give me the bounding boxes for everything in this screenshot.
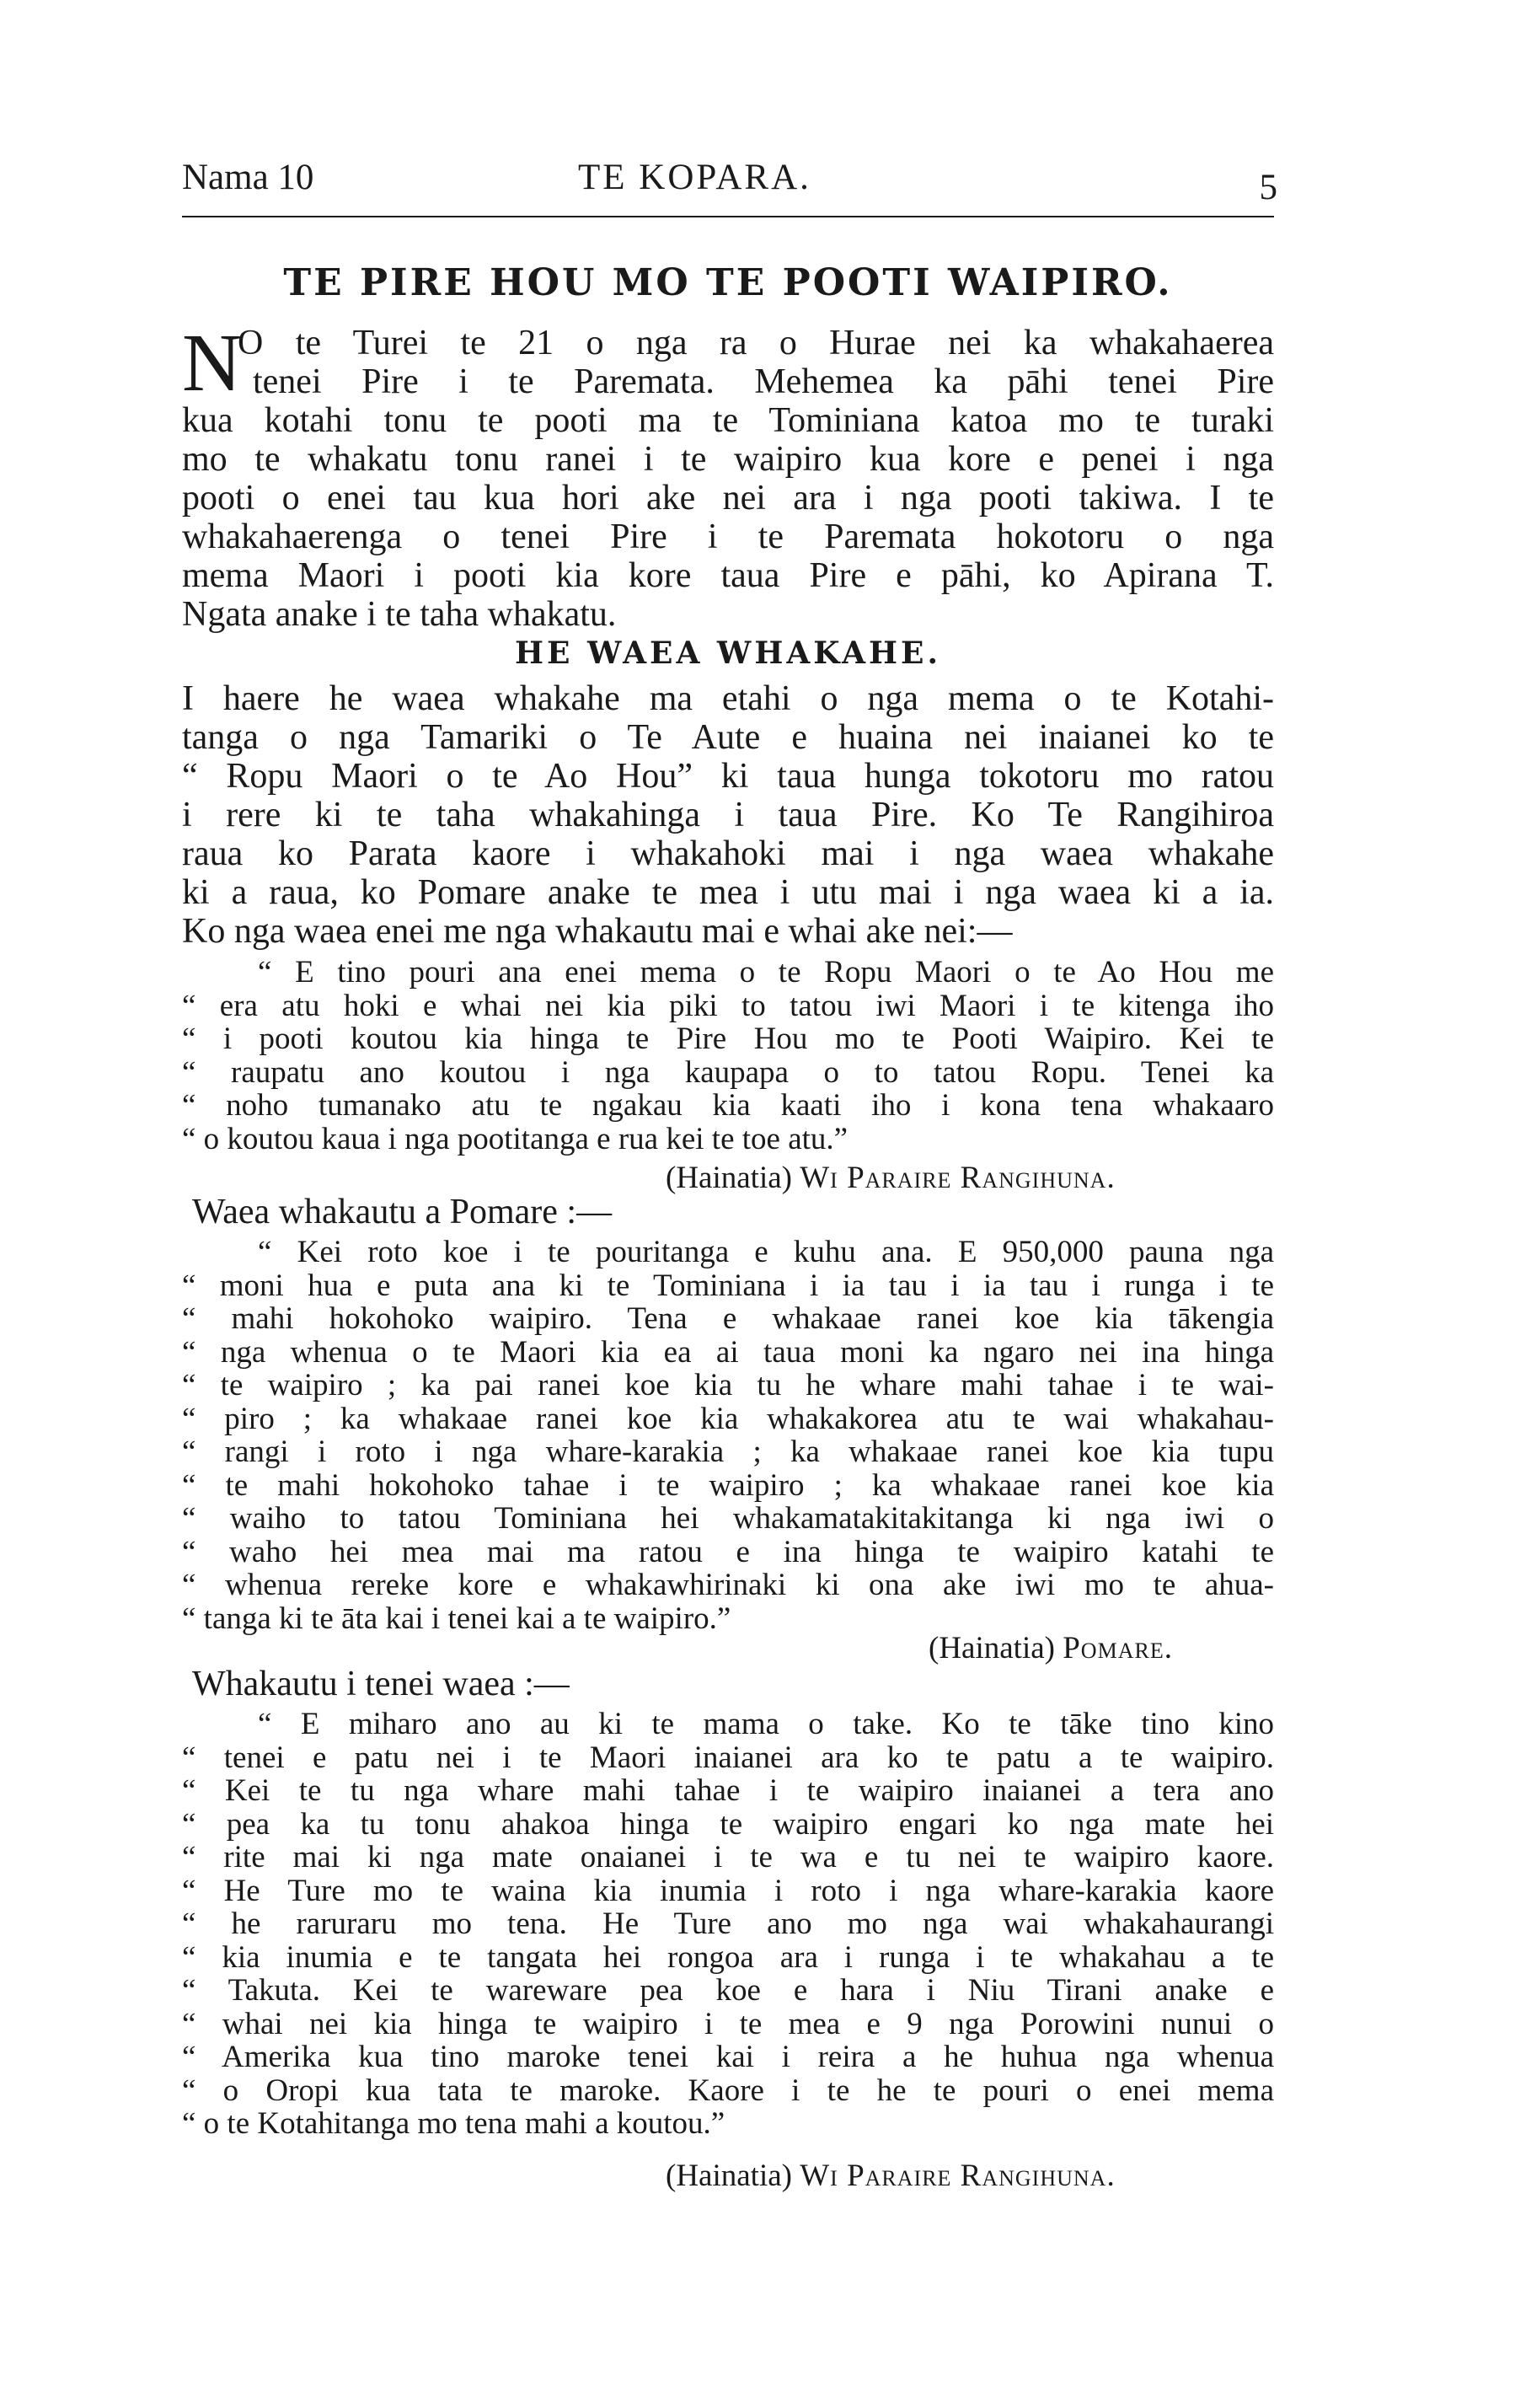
quote-line: “ nga whenua o te Maori kia ea ai taua moni ka ngaro nei ina hinga	[182, 1334, 1274, 1370]
section-subtitle: HE WAEA WHAKAHE.	[514, 636, 942, 671]
paragraph-line: Ngata anake i te taha whakatu.	[182, 595, 617, 634]
quote-line: “ moni hua e puta ana ki te Tominiana i ia tau i ia tau i runga i te	[182, 1268, 1274, 1303]
quote-line: “ piro ; ka whakaae ranei koe kia whakakorea atu te wai whakahau-	[182, 1401, 1274, 1436]
quote-line: “ o te Kotahitanga mo tena mahi a koutou.”	[182, 2106, 725, 2141]
paragraph-line: pooti o enei tau kua hori ake nei ara i nga pooti takiwa. I te	[182, 479, 1274, 518]
quote-line: “ Amerika kua tino maroke tenei kai i reira a he huhua nga whenua	[182, 2040, 1274, 2074]
quote-line: “ rangi i roto i nga whare-karakia ; ka whakaae ranei koe kia tupu	[182, 1435, 1274, 1469]
quote-line: “ waiho to tatou Tominiana hei whakamatakitakitanga ki nga iwi o	[182, 1501, 1274, 1536]
paragraph-line: Ko nga waea enei me nga whakautu mai e whai ake nei:—	[182, 912, 1013, 951]
quote-line: “ E miharo ano au ki te mama o take. Ko te tāke tino kino	[258, 1707, 1274, 1741]
quote-line: “ tenei e patu nei i te Maori inaianei ara ko te patu a te waipiro.	[182, 1740, 1274, 1775]
quote-line: “ mahi hokohoko waipiro. Tena e whakaae ranei koe kia tākengia	[182, 1301, 1274, 1336]
issue-number: Nama 10	[182, 158, 314, 197]
paragraph-line: “ Ropu Maori o te Ao Hou” ki taua hunga tokotoru mo ratou	[182, 757, 1274, 796]
reply-lead-1: Waea whakautu a Pomare :—	[192, 1193, 613, 1231]
signature-prefix: (Hainatia)	[929, 1631, 1063, 1665]
paragraph-line: tanga o nga Tamariki o Te Aute e huaina nei inaianei ko te	[182, 718, 1274, 757]
quote-line: “ Takuta. Kei te wareware pea koe e hara i Niu Tirani anake e	[182, 1973, 1274, 2008]
reply-lead-2: Whakautu i tenei waea :—	[192, 1665, 570, 1703]
quote-line: “ Kei roto koe i te pouritanga e kuhu ana. E 950,000 pauna nga	[258, 1235, 1274, 1269]
quote-line: “ i pooti koutou kia hinga te Pire Hou mo te Pooti Waipiro. Kei te	[182, 1022, 1274, 1056]
telegram-quote-3	[182, 1708, 1274, 2141]
running-header	[182, 157, 1277, 207]
signature-2	[929, 1630, 1173, 1666]
paragraph-line: i rere ki te taha whakahinga i taua Pire. Ko Te Rangihiroa	[182, 796, 1274, 834]
quote-line: “ rite mai ki nga mate onaianei i te wa e tu nei te waipiro kaore.	[182, 1840, 1274, 1874]
quote-line: “ tanga ki te āta kai i tenei kai a te waipiro.”	[182, 1601, 731, 1636]
quote-line: “ noho tumanako atu te ngakau kia kaati iho i kona tena whakaaro	[182, 1088, 1274, 1123]
page-number: 5	[1259, 168, 1277, 207]
paragraph-line: I haere he waea whakahe ma etahi o nga mema o te Kotahi-	[182, 679, 1274, 718]
quote-line: “ te waipiro ; ka pai ranei koe kia tu he whare mahi tahae i te wai-	[182, 1368, 1274, 1402]
paragraph-line: raua ko Parata kaore i whakahoki mai i nga waea whakahe	[182, 834, 1274, 873]
signature-name: Wi Paraire Rangihuna.	[800, 1161, 1116, 1195]
paragraph-line: tenei Pire i te Paremata. Mehemea ka pāhi tenei Pire	[253, 362, 1274, 401]
signature-prefix: (Hainatia)	[666, 1161, 800, 1195]
quote-line: “ He Ture mo te waina kia inumia i roto i nga whare-karakia kaore	[182, 1873, 1274, 1908]
quote-line: “ era atu hoki e whai nei kia piki to tatou iwi Maori i te kitenga iho	[182, 988, 1274, 1023]
quote-line: “ te mahi hokohoko tahae i te waipiro ; ka whakaae ranei koe kia	[182, 1467, 1274, 1503]
quote-line: “ E tino pouri ana enei mema o te Ropu Maori o te Ao Hou me	[258, 955, 1274, 989]
quote-line: “ o koutou kaua i nga pootitanga e rua kei te toe atu.”	[182, 1121, 849, 1156]
drop-cap: N	[182, 318, 242, 409]
quote-line: “ whenua rereke kore e whakawhirinaki ki ona ake iwi mo te ahua-	[182, 1568, 1274, 1602]
paragraph-line: kua kotahi tonu te pooti ma te Tominiana katoa mo te turaki	[182, 401, 1274, 440]
paragraph-line: O te Turei te 21 o nga ra o Hurae nei ka whakahaerea	[238, 324, 1274, 362]
signature-name: Wi Paraire Rangihuna.	[800, 2159, 1116, 2193]
quote-line: “ kia inumia e te tangata hei rongoa ara i runga i te whakahau a te	[182, 1939, 1274, 1975]
quote-line: “ he raruraru mo tena. He Ture ano mo nga wai whakahaurangi	[182, 1907, 1274, 1941]
paragraph-line: ki a raua, ko Pomare anake te mea i utu mai i nga waea ki a ia.	[182, 873, 1274, 912]
signature-1	[666, 1160, 1116, 1196]
quote-line: “ o Oropi kua tata te maroke. Kaore i te he te pouri o enei mema	[182, 2073, 1274, 2108]
quote-line: “ pea ka tu tonu ahakoa hinga te waipiro engari ko nga mate hei	[182, 1806, 1274, 1842]
quote-line: “ Kei te tu nga whare mahi tahae i te waipiro inaianei a tera ano	[182, 1773, 1274, 1808]
quote-line: “ waho hei mea mai ma ratou e ina hinga te waipiro katahi te	[182, 1534, 1274, 1569]
signature-3	[666, 2158, 1116, 2194]
quote-line: “ raupatu ano koutou i nga kaupapa o to tatou Ropu. Tenei ka	[182, 1054, 1274, 1090]
paragraph-line: mo te whakatu tonu ranei i te waipiro kua kore e penei i nga	[182, 440, 1274, 479]
article-title: TE PIRE HOU MO TE POOTI WAIPIRO.	[283, 261, 1173, 304]
signature-name: Pomare.	[1063, 1631, 1173, 1665]
signature-prefix: (Hainatia)	[666, 2159, 800, 2193]
paragraph-line: whakahaerenga o tenei Pire i te Paremata hokotoru o nga	[182, 518, 1274, 556]
paragraph-line: mema Maori i pooti kia kore taua Pire e pāhi, ko Apirana T.	[182, 556, 1274, 595]
telegram-quote-2	[182, 1236, 1274, 1635]
quote-line: “ whai nei kia hinga te waipiro i te mea e 9 nga Porowini nunui o	[182, 2006, 1274, 2041]
waea-paragraph	[182, 679, 1274, 951]
header-rule	[182, 216, 1274, 217]
publication-title: TE KOPARA.	[578, 158, 811, 197]
telegram-quote-1	[182, 956, 1274, 1156]
intro-paragraph	[182, 318, 1274, 634]
